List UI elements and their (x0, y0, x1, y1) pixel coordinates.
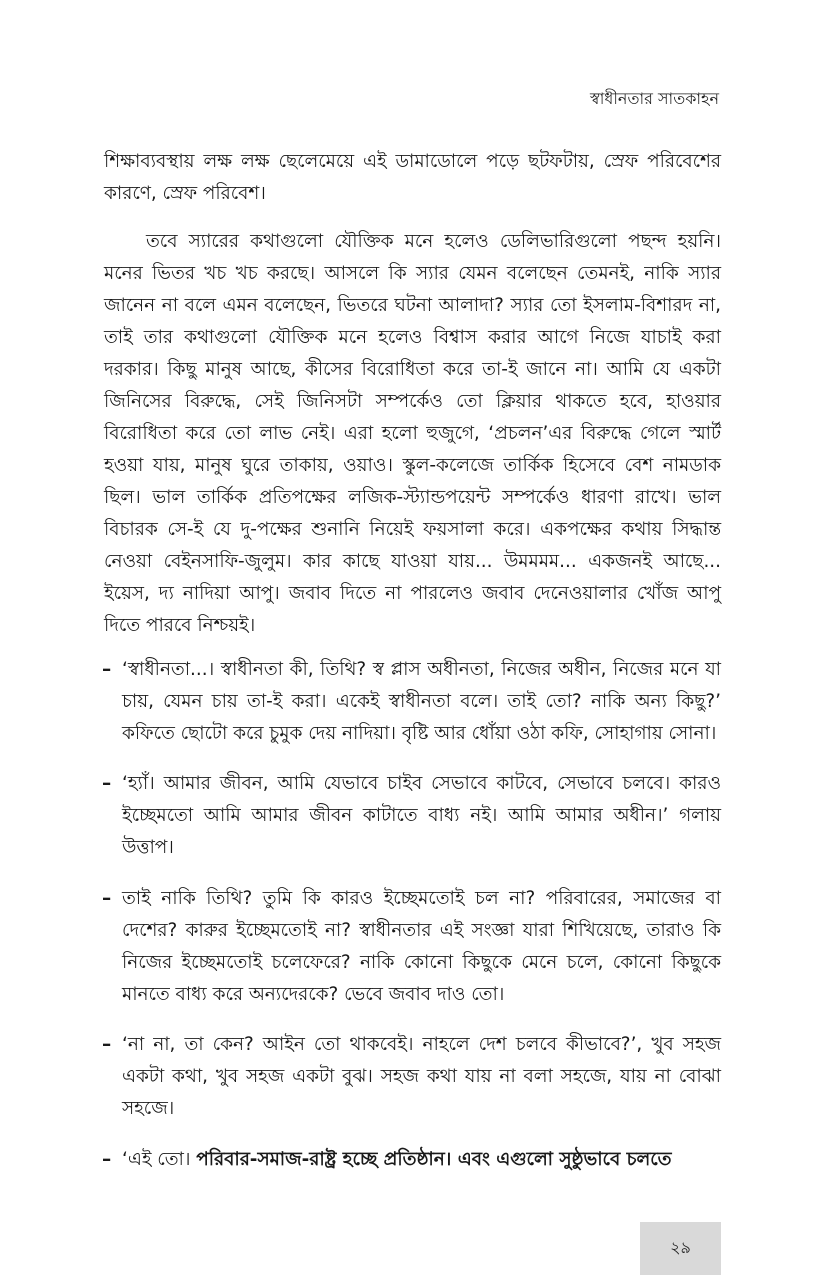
dialogue-dash: – (102, 659, 112, 680)
paragraph: তবে স্যারের কথাগুলো যৌক্তিক মনে হলেও ডেলিভারিগুলো পছন্দ হয়নি। মনের ভিতর খচ খচ করছে। আসলে কি স্যার যেমন বলেছেন তেমনই, নাকি স্যার জানেন না বলে এমন বলেছেন, ভিতরে ঘটনা আলাদা? স্যার তো ইসলাম-বিশারদ না, তাই তার কথাগুলো যৌক্তিক মনে হলেও বিশ্বাস করার আগে নিজে যাচাই করা দরকার। কিছু মানুষ আছে, কীসের বিরোধিতা করে তা-ই জানে না। আমি যে একটা জিনিসের বিরুদ্ধে, সেই জিনিসটা সম্পর্কেও তো ক্লিয়ার থাকতে হবে, হাওয়ার বিরোধিতা করে তো লাভ নেই। এরা হলো হুজুগে, ‘প্রচলন’এর বিরুদ্ধে গেলে স্মার্ট হওয়া যায়, মানুষ ঘুরে তাকায়, ওয়াও। স্কুল-কলেজে তার্কিক হিসেবে বেশ নামডাক ছিল। ভাল তার্কিক প্রতিপক্ষের লজিক-স্ট্যান্ডপয়েন্ট সম্পর্কেও ধারণা রাখে। ভাল বিচারক সে-ই যে দু-পক্ষের শুনানি নিয়েই ফয়সালা করে। একপক্ষের কথায় সিদ্ধান্ত নেওয়া বেইনসাফি-জুলুম। কার কাছে যাওয়া যায়... উমমমম... একজনই আছে... ইয়েস, দ্য নাদিয়া আপু। জবাব দিতে না পারলেও জবাব দেনেওয়ালার খোঁজ আপু দিতে পারবে নিশ্চয়ই। (104, 231, 721, 636)
running-title: স্বাধীনতার সাতকাহন (589, 89, 719, 108)
dialogue-line (104, 1144, 721, 1176)
dialogue-line (104, 883, 721, 1011)
dialogue-dash: – (102, 773, 112, 795)
dialogue-dash: – (102, 1148, 112, 1170)
body-text (104, 146, 721, 1194)
dialogue-line (104, 654, 721, 750)
dialogue-bold-text: পরিবার-সমাজ-রাষ্ট্র হচ্ছে প্রতিষ্ঠান। এবং এগুলো সুষ্ঠুভাবে চলতে (196, 1148, 672, 1170)
page-number: ২৯ (670, 1238, 691, 1257)
dialogue-line (104, 1029, 721, 1125)
page-number-box (640, 1222, 721, 1275)
paragraph: শিক্ষাব্যবস্থায় লক্ষ লক্ষ ছেলেমেয়ে এই ডামাডোলে পড়ে ছটফটায়, স্রেফ পরিবেশের কারণে, স্রেফ পরিবেশ। (104, 151, 721, 204)
dialogue-line (104, 768, 721, 864)
dialogue-dash: – (102, 887, 112, 909)
dialogue-text: তাই নাকি তিথি? তুমি কি কারও ইচ্ছেমতোই চল না? পরিবারের, সমাজের বা দেশের? কারুর ইচ্ছেমতোই না? স্বাধীনতার এই সংজ্ঞা যারা শিখিয়েছে, তারাও কি নিজের ইচ্ছেমতোই চলেফেরে? নাকি কোনো কিছুকে মেনে চলে, কোনো কিছুকে মানতে বাধ্য করে অন্যদেরকে? ভেবে জবাব দাও তো। (122, 887, 721, 1005)
dialogue-text: ‘হ্যাঁ। আমার জীবন, আমি যেভাবে চাইব সেভাবে কাটবে, সেভাবে চলবে। কারও ইচ্ছেমতো আমি আমার জীবন কাটাতে বাধ্য নই। আমি আমার অধীন।’ গলায় উত্তাপ। (122, 773, 721, 859)
dialogue-text: ‘স্বাধীনতা...। স্বাধীনতা কী, তিথি? স্ব প্লাস অধীনতা, নিজের অধীন, নিজের মনে যা চায়, যেমন চায় তা-ই করা। একেই স্বাধীনতা বলে। তাই তো? নাকি অন্য কিছু?’ কফিতে ছোটো করে চুমুক দেয় নাদিয়া। বৃষ্টি আর ধোঁয়া ওঠা কফি, সোহাগায় সোনা। (122, 659, 721, 744)
dialogue-text: ‘এই তো। (122, 1148, 197, 1170)
dialogue-text: ‘না না, তা কেন? আইন তো থাকবেই। নাহলে দেশ চলবে কীভাবে?’, খুব সহজ একটা কথা, খুব সহজ একটা বুঝ। সহজ কথা যায় না বলা সহজে, যায় না বোঝা সহজে। (122, 1034, 721, 1120)
dialogue-dash: – (102, 1034, 112, 1056)
